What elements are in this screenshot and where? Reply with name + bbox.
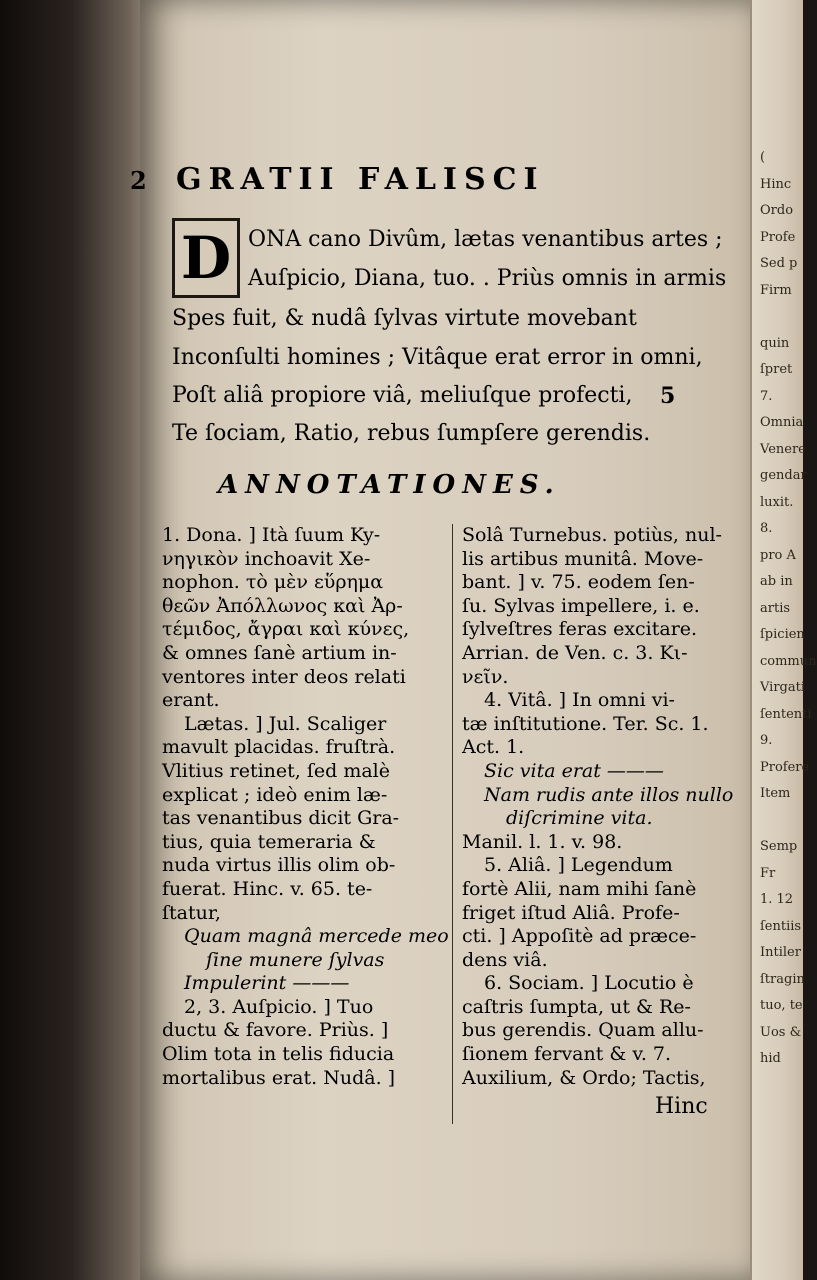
facing-page-fragment: Virgati bbox=[760, 680, 805, 695]
facing-page-fragment: Semp bbox=[760, 839, 798, 854]
annotations-left-column bbox=[162, 524, 449, 1090]
note-line: friget iſtud Aliâ. Profe- bbox=[462, 901, 680, 924]
note-line: mortalibus erat. Nudâ. ] bbox=[162, 1066, 396, 1089]
facing-page-fragment: Item bbox=[760, 786, 791, 801]
note-line: ſionem fervant & v. 7. bbox=[462, 1043, 672, 1066]
facing-page-fragment: Sed p bbox=[760, 256, 798, 271]
dropcap-letter: D bbox=[180, 224, 232, 292]
facing-page-fragment: artis bbox=[760, 600, 791, 616]
verse-number: 5 bbox=[660, 383, 676, 409]
note-line: Impulerint ——— bbox=[184, 972, 350, 995]
facing-page-fragment: 9. bbox=[760, 733, 773, 748]
facing-page-fragment: 8. bbox=[760, 521, 773, 536]
facing-page-fragment: Profere bbox=[760, 759, 810, 775]
note-line: bus gerendis. Quam allu- bbox=[462, 1019, 704, 1042]
note-line: τέμιδος, ἄγραι καὶ κύνες, bbox=[162, 618, 410, 641]
note-line: diſcrimine vita. bbox=[506, 807, 653, 830]
note-line: tas venantibus dicit Gra- bbox=[162, 807, 400, 830]
facing-page-fragment: Hinc bbox=[760, 176, 792, 192]
note-line: dens viâ. bbox=[462, 948, 548, 971]
column-divider bbox=[452, 524, 453, 1124]
note-line: cti. ] Appoſitè ad præce- bbox=[462, 925, 697, 948]
facing-page-fragment: Fr bbox=[760, 865, 776, 881]
note-line: fortè Alii, nam mihi ſanè bbox=[462, 877, 697, 900]
annotations-heading: ANNOTATIONES. bbox=[218, 470, 561, 500]
verse-line: Auſpicio, Diana, tuo. . Priùs omnis in armis bbox=[248, 266, 727, 291]
note-line: Arrian. de Ven. c. 3. Κι- bbox=[462, 641, 688, 664]
note-line: tæ inſtitutione. Ter. Sc. 1. bbox=[462, 712, 709, 735]
note-line: Auxilium, & Ordo; Tactis, bbox=[462, 1066, 706, 1089]
facing-page-fragment: pro A bbox=[760, 547, 796, 563]
note-line: Quam magnâ mercede meo bbox=[184, 925, 449, 948]
facing-page-fragment: Ordo bbox=[760, 203, 794, 218]
facing-page-fragment: commun bbox=[760, 653, 817, 669]
page-number: 2 bbox=[130, 166, 147, 195]
note-line: Solâ Turnebus. potiùs, nul- bbox=[462, 524, 722, 546]
note-line: Olim tota in telis fiducia bbox=[162, 1043, 395, 1066]
annotations-right-column bbox=[462, 524, 752, 1090]
note-line: fuerat. Hinc. v. 65. te- bbox=[162, 877, 373, 900]
note-line: ſu. Sylvas impellere, i. e. bbox=[462, 594, 700, 617]
verse-line: Poſt aliâ propiore viâ, meliuſque profecti, bbox=[172, 383, 633, 408]
note-line: 2, 3. Auſpicio. ] Tuo bbox=[184, 995, 374, 1018]
running-head bbox=[130, 162, 600, 202]
facing-page-fragment: luxit. bbox=[760, 494, 794, 510]
note-line: νεῖν. bbox=[462, 665, 509, 688]
facing-page-fragment: hid bbox=[760, 1051, 781, 1066]
facing-page-edge bbox=[750, 0, 817, 1280]
facing-page-fragment: ab in bbox=[760, 574, 793, 589]
note-line: bant. ] v. 75. eodem ſen- bbox=[462, 571, 695, 594]
note-line: explicat ; ideò enim læ- bbox=[162, 783, 388, 806]
note-line: ſylveſtres feras excitare. bbox=[462, 618, 698, 641]
note-line: erant. bbox=[162, 689, 220, 712]
note-line: Lætas. ] Jul. Scaliger bbox=[184, 712, 387, 735]
note-line: Sic vita erat ——— bbox=[484, 759, 664, 782]
note-line: caſtris ſumpta, ut & Re- bbox=[462, 995, 691, 1018]
note-line: ſtatur, bbox=[162, 901, 221, 924]
note-line: & omnes ſanè artium in- bbox=[162, 641, 397, 664]
note-line: mavult placidas. fruſtrà. bbox=[162, 736, 396, 759]
verse-line: Spes fuit, & nudâ ſylvas virtute movebant bbox=[172, 306, 637, 331]
note-line: Manil. l. 1. v. 98. bbox=[462, 830, 623, 853]
running-head-title: GRATII FALISCI bbox=[176, 162, 545, 197]
verse-line: Inconſulti homines ; Vitâque erat error in omni, bbox=[172, 345, 703, 370]
facing-page-fragment: tuo, te bbox=[760, 998, 803, 1013]
facing-page-fragment: ſpret bbox=[760, 362, 793, 377]
note-line: θεῶν Ἀπόλλωνος καὶ Ἀρ- bbox=[162, 594, 403, 617]
catchword: Hinc bbox=[655, 1094, 708, 1119]
facing-page-fragment: 1. 12 bbox=[760, 892, 794, 907]
note-line: 1. Dona. ] Ità ſuum Ky- bbox=[162, 524, 381, 546]
facing-page-fragment: Intiler bbox=[760, 945, 801, 960]
note-line: Vlitius retinet, ſed malè bbox=[162, 759, 390, 782]
facing-page-fragment: Omnia bbox=[760, 415, 804, 430]
note-line: lis artibus munitâ. Move- bbox=[462, 547, 704, 570]
facing-page-fragment: ſentiis bbox=[760, 918, 802, 934]
facing-page-fragment: gendar bbox=[760, 468, 807, 483]
verse-line: Te ſociam, Ratio, rebus ſumpſere gerendis. bbox=[172, 421, 651, 446]
verse-line: ONA cano Divûm, lætas venantibus artes ; bbox=[248, 227, 723, 252]
note-line: ſine munere ſylvas bbox=[206, 948, 385, 971]
note-line: tius, quia temeraria & bbox=[162, 830, 376, 853]
facing-page-fragment: ſtragin bbox=[760, 971, 805, 987]
facing-page-fragment: Firm bbox=[760, 282, 792, 298]
facing-page-fragment: Uos & bbox=[760, 1024, 802, 1040]
note-line: nophon. τὸ μὲν εὕρημα bbox=[162, 571, 384, 594]
note-line: νηγικὸν inchoavit Xe- bbox=[162, 547, 371, 570]
note-line: 4. Vitâ. ] In omni vi- bbox=[484, 689, 675, 712]
note-line: 6. Sociam. ] Locutio è bbox=[484, 972, 694, 995]
facing-page-fragment: quin bbox=[760, 335, 790, 351]
facing-page-fragment: Venere bbox=[760, 441, 806, 457]
dropcap-initial bbox=[172, 218, 240, 298]
note-line: 5. Aliâ. ] Legendum bbox=[484, 854, 673, 877]
facing-page-fragment: ſententi bbox=[760, 706, 812, 722]
note-line: ventores inter deos relati bbox=[162, 665, 406, 688]
note-line: Act. 1. bbox=[462, 736, 525, 759]
facing-page-fragment: 7. bbox=[760, 388, 773, 404]
note-line: nuda virtus illis olim ob- bbox=[162, 854, 396, 877]
facing-page-fragment: Profe bbox=[760, 229, 796, 245]
note-line: ductu & favore. Priùs. ] bbox=[162, 1019, 389, 1042]
facing-page-fragment: ( bbox=[760, 150, 766, 165]
facing-page-fragment: ſpicien bbox=[760, 627, 805, 642]
note-line: Nam rudis ante illos nullo bbox=[484, 783, 734, 806]
